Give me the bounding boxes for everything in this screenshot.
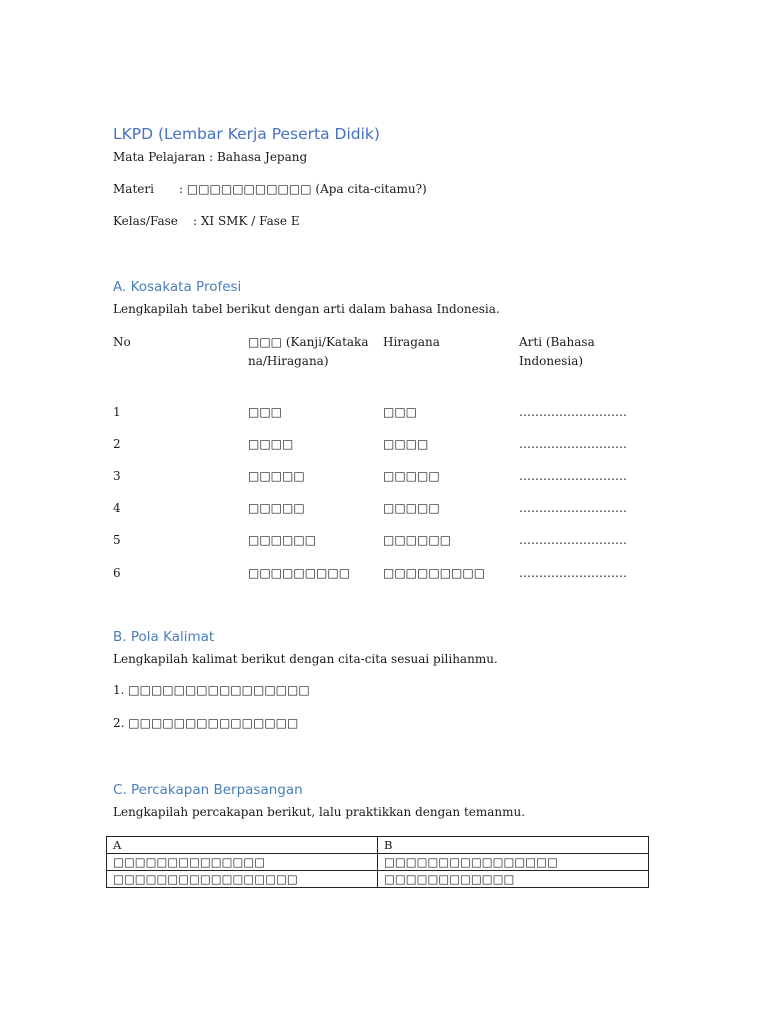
subject-line: Mata Pelajaran : Bahasa Jepang: [113, 150, 308, 164]
row-1-kanji: □□□: [248, 405, 283, 419]
row-6-no: 6: [113, 566, 121, 580]
row-4-kanji: □□□□□: [248, 501, 305, 515]
conversation-cell-a2[interactable]: □□□□□□□□□□□□□□□□□: [107, 871, 378, 888]
section-a-instruction: Lengkapilah tabel berikut dengan arti dalam bahasa Indonesia.: [113, 302, 500, 316]
section-c-title: C. Percakapan Berpasangan: [113, 782, 303, 798]
material-label: Materi: [113, 182, 154, 196]
row-2-kanji: □□□□: [248, 437, 294, 451]
row-2-no: 2: [113, 437, 121, 451]
section-b-title: B. Pola Kalimat: [113, 629, 215, 645]
row-4-arti-blank[interactable]: ………………………: [519, 501, 627, 515]
row-5-arti-blank[interactable]: ………………………: [519, 533, 627, 547]
row-2-arti-blank[interactable]: ………………………: [519, 437, 627, 451]
row-5-no: 5: [113, 533, 121, 547]
row-3-arti-blank[interactable]: ………………………: [519, 469, 627, 483]
table-row: [107, 854, 649, 871]
row-1-no: 1: [113, 405, 121, 419]
row-1-arti-blank[interactable]: ………………………: [519, 405, 627, 419]
row-5-kanji: □□□□□□: [248, 533, 317, 547]
col-header-hiragana: Hiragana: [383, 335, 440, 349]
row-2-hiragana: □□□□: [383, 437, 429, 451]
section-b-instruction: Lengkapilah kalimat berikut dengan cita-cita sesuai pilihanmu.: [113, 652, 498, 666]
sentence-item-2: 2. □□□□□□□□□□□□□□□: [113, 716, 299, 730]
row-3-hiragana: □□□□□: [383, 469, 440, 483]
col-header-arti: Arti (Bahasa Indonesia): [519, 335, 595, 368]
conversation-table: [106, 836, 649, 888]
row-1-hiragana: □□□: [383, 405, 418, 419]
row-6-kanji: □□□□□□□□□: [248, 566, 351, 580]
row-3-kanji: □□□□□: [248, 469, 305, 483]
material-value: : □□□□□□□□□□□ (Apa cita-citamu?): [179, 182, 427, 196]
row-4-hiragana: □□□□□: [383, 501, 440, 515]
col-header-kanji: □□□ (Kanji/Katakana/Hiragana): [248, 335, 369, 368]
class-label: Kelas/Fase: [113, 214, 178, 228]
section-c-instruction: Lengkapilah percakapan berikut, lalu praktikkan dengan temanmu.: [113, 805, 526, 819]
row-6-arti-blank[interactable]: ………………………: [519, 566, 627, 580]
row-5-hiragana: □□□□□□: [383, 533, 452, 547]
row-6-hiragana: □□□□□□□□□: [383, 566, 486, 580]
table-row: [107, 837, 649, 854]
row-4-no: 4: [113, 501, 121, 515]
conversation-cell-b2[interactable]: □□□□□□□□□□□□: [378, 871, 649, 888]
header-cell-b: B: [378, 837, 649, 854]
class-value: : XI SMK / Fase E: [193, 214, 300, 228]
section-a-title: A. Kosakata Profesi: [113, 279, 242, 295]
conversation-cell-a1[interactable]: □□□□□□□□□□□□□□: [107, 854, 378, 871]
class-line: [113, 214, 300, 228]
header-cell-a: A: [107, 837, 378, 854]
conversation-cell-b1[interactable]: □□□□□□□□□□□□□□□□: [378, 854, 649, 871]
material-line: [113, 182, 427, 196]
col-header-no: No: [113, 335, 131, 349]
table-row: [107, 871, 649, 888]
row-3-no: 3: [113, 469, 121, 483]
page-title: LKPD (Lembar Kerja Peserta Didik): [113, 125, 380, 143]
sentence-item-1: 1. □□□□□□□□□□□□□□□□: [113, 683, 310, 697]
